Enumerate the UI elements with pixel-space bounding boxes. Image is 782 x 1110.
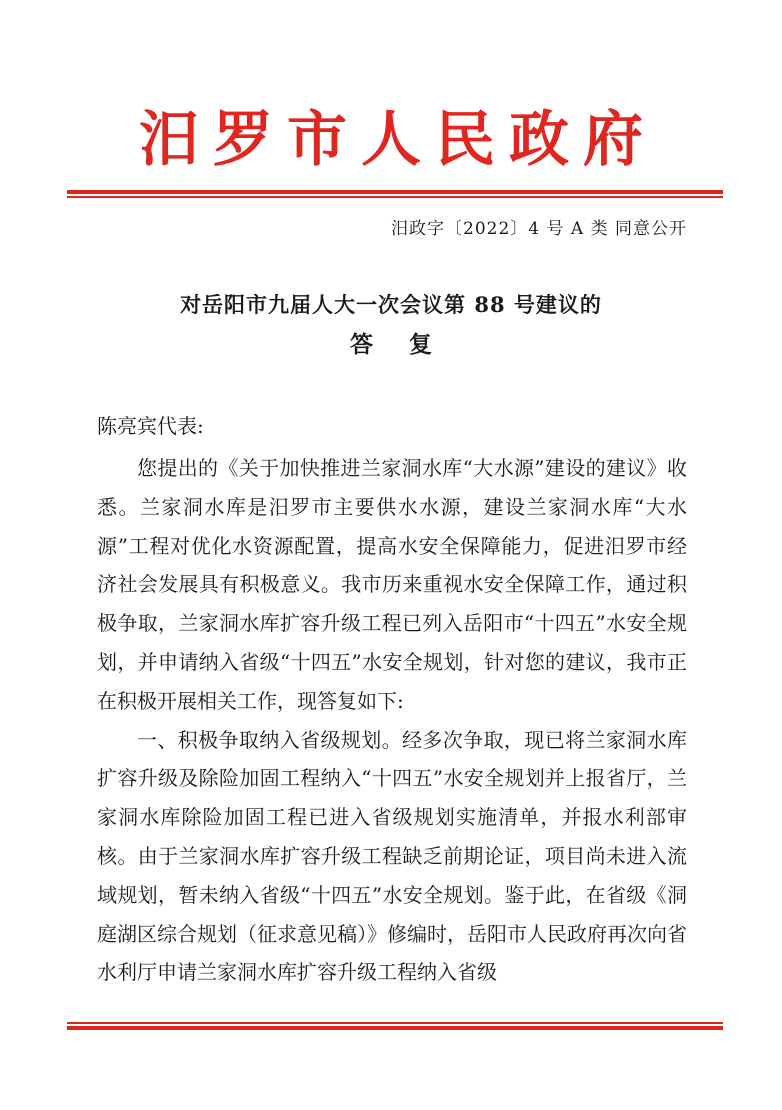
header-rule	[67, 190, 723, 199]
header-rule-thin	[67, 196, 723, 198]
paragraph: 您提出的《关于加快推进兰家洞水库“大水源”建设的建议》收悉。兰家洞水库是汨罗市主要供水水源，建设兰家洞水库“大水源”工程对优化水资源配置，提高水安全保障能力，促进汨罗市经济社会发展具有积极意义。我市历来重视水安全保障工作，通过积极争取，兰家洞水库扩容升级工程已列入岳阳市“十四五”水安全规划，并申请纳入省级“十四五”水安全规划，针对您的建议，我市正在积极开展相关工作，现答复如下:	[97, 456, 687, 713]
footer-rule-thin	[67, 1022, 723, 1024]
document-title-line-1: 对岳阳市九届人大一次会议第 88 号建议的	[180, 292, 602, 317]
body-text	[97, 449, 687, 992]
issuer-title: 汨罗市人民政府	[139, 105, 657, 175]
document-number: 汨政字〔2022〕4 号 A 类 同意公开	[391, 219, 687, 239]
footer-rule	[67, 1022, 723, 1031]
salutation: 陈亮宾代表:	[97, 414, 204, 438]
header-rule-thick	[67, 190, 723, 194]
footer-rule-thick	[67, 1026, 723, 1030]
paragraph: 一、积极争取纳入省级规划。经多次争取，现已将兰家洞水库扩容升级及除险加固工程纳入“十四五”水安全规划并上报省厅，兰家洞水库除险加固工程已进入省级规划实施清单，并报水利部审核。由于兰家洞水库扩容升级工程缺乏前期论证，项目尚未进入流域规划，暂未纳入省级“十四五”水安全规划。鉴于此，在省级《洞庭湖区综合规划（征求意见稿）》修编时，岳阳市人民政府再次向省水利厅申请兰家洞水库扩容升级工程纳入省级	[97, 727, 687, 985]
document-title-line-2: 答复	[350, 331, 468, 358]
